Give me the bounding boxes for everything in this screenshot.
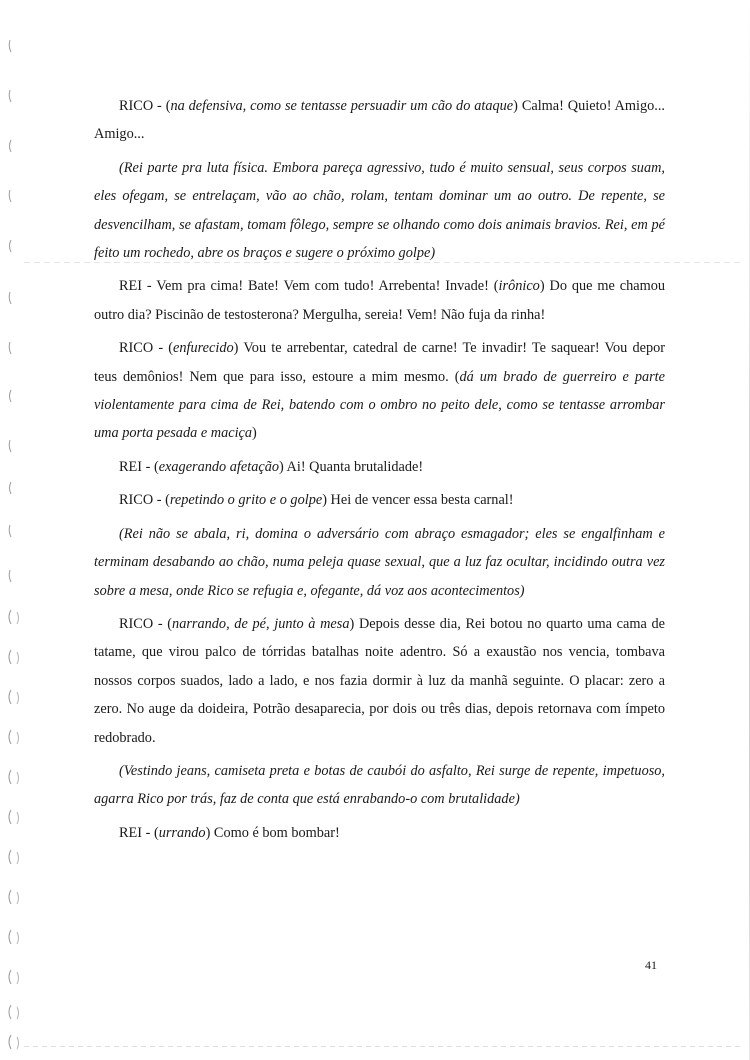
stage-direction: Rei parte pra luta física. Embora pareça agressivo, tudo é muito sensual, seus corpos suam, eles ofegam, se entrelaçam, vão ao chão, rolam, tentam dominar um ao outro. De repente, se desvencilham, se afastam, tomam fôlego, sempre se olhando como dois animais bravios. Rei, em pé feito um rochedo, abre os braços e sugere o próximo golpe [94, 159, 665, 262]
speaker-name: RICO [119, 98, 154, 114]
paragraph-7: (Rei não se abala, ri, domina o adversário com abraço esmagador; eles se engalfinham e terminam desabando ao chão, numa peleja quase sexual, que a luz faz ocultar, incidindo outra vez sobre a mesa, onde Rico se refugia e, ofegante, dá voz aos acontecimentos) [94, 525, 665, 599]
binding-holes [2, 30, 24, 1060]
speech: - Vem pra cima! Bate! Vem com tudo! Arrebenta! Invade! ( [142, 278, 499, 295]
speech: ) Do que me chamou outro dia? Piscinão de testosterona? Mergulha, sereia! Vem! Não fuja da rinha! [94, 278, 665, 323]
stage-direction: urrando [158, 824, 206, 841]
stage-direction: Vestindo jeans, camiseta preta e botas de caubói do asfalto, Rei surge de repente, impetuoso, agarra Rico por trás, faz de conta que está enrabando-o com brutalidade [94, 762, 665, 808]
stage-direction: enfurecido [173, 340, 234, 357]
speaker-name: REI [119, 824, 143, 841]
speech: Hei de vencer essa besta carnal! [330, 492, 514, 509]
page-number: 41 [645, 958, 657, 972]
stage-direction: exagerando afetação [158, 458, 279, 475]
scan-artifact-line-bottom [24, 1046, 744, 1047]
stage-direction: Rei não se abala, ri, domina o adversário com abraço esmagador; eles se engalfinham e terminam desabando ao chão, numa peleja quase sexual, que a luz faz ocultar, incidindo outra vez sobre a mesa, onde Rico se refugia e, ofegante, dá voz aos acontecimentos [94, 525, 665, 599]
stage-direction: repetindo o grito e o golpe [169, 492, 323, 509]
speaker-name: REI [119, 278, 143, 295]
speech: Como é bom bombar! [213, 824, 340, 841]
speaker-name: RICO [119, 615, 154, 632]
paragraph-10: REI - (urrando) Como é bom bombar! [119, 824, 340, 841]
stage-direction: irônico [498, 278, 540, 295]
paragraph-5: REI - (exagerando afetação) Ai! Quanta brutalidade! [119, 458, 424, 475]
speech: Ai! Quanta brutalidade! [286, 458, 424, 475]
speaker-name: RICO [119, 340, 154, 357]
paragraph-3 [94, 272, 665, 329]
speaker-name: RICO [119, 492, 154, 509]
paragraph-6: RICO - (repetindo o grito e o golpe) Hei de vencer essa besta carnal! [119, 492, 514, 509]
speech: Vou te arrebentar, catedral de carne! Te invadir! Te saquear! Vou depor teus demônios! Nem que para isso, estoure a mim mesmo. ( [94, 340, 665, 385]
speech: Calma! Quieto! Amigo... Amigo... [94, 98, 665, 143]
paragraph-2: (Rei parte pra luta física. Embora pareça agressivo, tudo é muito sensual, seus corpos suam, eles ofegam, se entrelaçam, vão ao chão, rolam, tentam dominar um ao outro. De repente, se desvencilham, se afastam, tomam fôlego, sempre se olhando como dois animais bravios. Rei, em pé feito um rochedo, abre os braços e sugere o próximo golpe) [94, 159, 665, 262]
paragraph-8: RICO - (narrando, de pé, junto à mesa) Depois desse dia, Rei botou no quarto uma cama de tatame, que virou palco de tórridas batalhas noite adentro. Só a exaustão nos vencia, tombava nossos corpos suados, lado a lado, e nos fazia dormir à luz da manhã seguinte. O placar: zero a zero. No auge da doideira, Potrão desaparecia, por dois ou três dias, depois retornava com ímpeto redobrado. [94, 615, 666, 746]
paragraph-4: RICO - (enfurecido) Vou te arrebentar, catedral de carne! Te invadir! Te saquear! Vou depor teus demônios! Nem que para isso, estoure a mim mesmo. (dá um brado de guerreiro e parte violentamente para cima de Rei, batendo com o ombro no peito dele, como se tentasse arrombar uma porta pesada e maciça) [94, 340, 665, 442]
stage-direction: na defensiva, como se tentasse persuadir um cão do ataque [170, 98, 514, 114]
stage-direction: dá um brado de guerreiro e parte violentamente para cima de Rei, batendo com o ombro no peito dele, como se tentasse arrombar uma porta pesada e maciça [94, 368, 665, 442]
speaker-name: REI [119, 458, 143, 475]
paragraph-9: (Vestindo jeans, camiseta preta e botas de caubói do asfalto, Rei surge de repente, impetuoso, agarra Rico por trás, faz de conta que está enrabando-o com brutalidade) [94, 762, 665, 808]
speech: Depois desse dia, Rei botou no quarto uma cama de tatame, que virou palco de tórridas batalhas noite adentro. Só a exaustão nos vencia, tombava nossos corpos suados, lado a lado, e nos fazia dormir à luz da manhã seguinte. O placar: zero a zero. No auge da doideira, Potrão desaparecia, por dois ou três dias, depois retornava com ímpeto redobrado. [94, 615, 666, 746]
stage-direction: narrando, de pé, junto à mesa [172, 615, 350, 632]
paragraph-1: RICO - (na defensiva, como se tentasse persuadir um cão do ataque) Calma! Quieto! Amigo... Amigo... [94, 98, 665, 143]
script-text [94, 92, 665, 852]
